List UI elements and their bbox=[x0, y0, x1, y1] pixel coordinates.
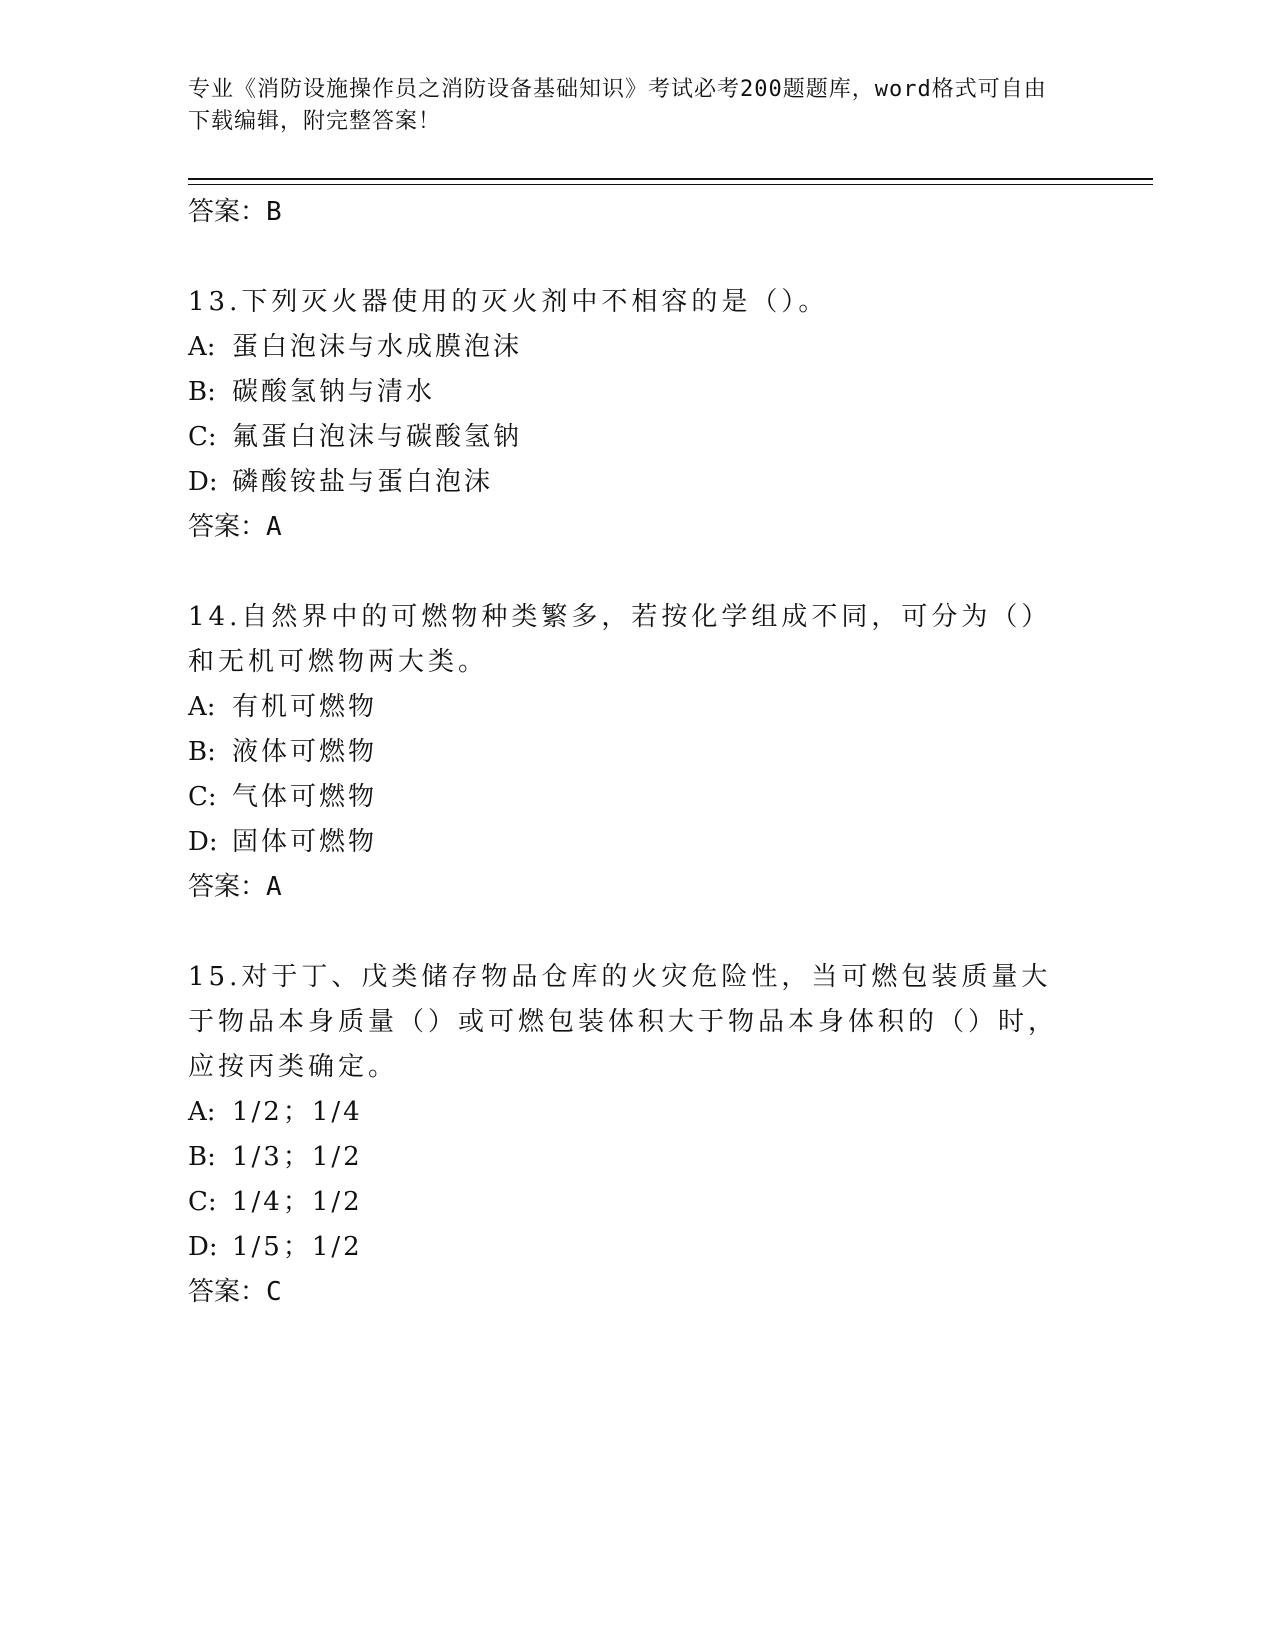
option-text: 1/3；1/2 bbox=[232, 1142, 363, 1172]
option-d bbox=[188, 820, 1068, 865]
question-text: 15.对于丁、戊类储存物品仓库的火灾危险性，当可燃包装质量大于物品本身质量（）或可燃包装体积大于物品本身体积的（）时，应按丙类确定。 bbox=[188, 962, 1059, 1082]
option-text: 1/2；1/4 bbox=[232, 1097, 363, 1127]
answer-line: 答案：B bbox=[188, 197, 282, 227]
option-label: A: bbox=[188, 332, 216, 362]
option-a bbox=[188, 325, 1068, 370]
option-c bbox=[188, 415, 1068, 460]
header-divider-thin bbox=[188, 184, 1153, 185]
question-13 bbox=[188, 280, 1068, 549]
question-list bbox=[188, 190, 1068, 1314]
answer-line: 答案：C bbox=[188, 1277, 282, 1307]
option-label: B: bbox=[188, 377, 216, 407]
option-text: 蛋白泡沫与水成膜泡沫 bbox=[232, 332, 523, 362]
option-c bbox=[188, 775, 1068, 820]
option-label: C: bbox=[188, 422, 217, 452]
option-d bbox=[188, 1225, 1068, 1270]
option-text: 磷酸铵盐与蛋白泡沫 bbox=[232, 467, 494, 497]
option-text: 氟蛋白泡沫与碳酸氢钠 bbox=[232, 422, 523, 452]
question-15 bbox=[188, 955, 1068, 1314]
answer-line: 答案：A bbox=[188, 512, 282, 542]
option-label: B: bbox=[188, 1142, 216, 1172]
option-b bbox=[188, 370, 1068, 415]
question-14 bbox=[188, 595, 1068, 909]
option-label: D: bbox=[188, 467, 218, 497]
option-label: B: bbox=[188, 737, 216, 767]
option-label: C: bbox=[188, 1187, 217, 1217]
document-title: 专业《消防设施操作员之消防设备基础知识》考试必考200题题库，word格式可自由下载编辑，附完整答案！ bbox=[188, 77, 1047, 134]
option-b bbox=[188, 730, 1068, 775]
option-label: C: bbox=[188, 782, 217, 812]
option-c bbox=[188, 1180, 1068, 1225]
option-text: 1/5；1/2 bbox=[232, 1232, 363, 1262]
option-label: D: bbox=[188, 827, 218, 857]
option-text: 气体可燃物 bbox=[232, 782, 378, 812]
option-text: 碳酸氢钠与清水 bbox=[232, 377, 436, 407]
option-a bbox=[188, 1090, 1068, 1135]
answer-line: 答案：A bbox=[188, 872, 282, 902]
option-label: A: bbox=[188, 692, 216, 722]
option-label: D: bbox=[188, 1232, 218, 1262]
option-a bbox=[188, 685, 1068, 730]
page-header bbox=[188, 74, 1068, 138]
option-text: 固体可燃物 bbox=[232, 827, 378, 857]
option-d bbox=[188, 460, 1068, 505]
option-text: 1/4；1/2 bbox=[232, 1187, 363, 1217]
question-text: 14.自然界中的可燃物种类繁多，若按化学组成不同，可分为（）和无机可燃物两大类。 bbox=[188, 602, 1052, 677]
option-label: A: bbox=[188, 1097, 216, 1127]
option-text: 液体可燃物 bbox=[232, 737, 378, 767]
option-text: 有机可燃物 bbox=[232, 692, 378, 722]
option-b bbox=[188, 1135, 1068, 1180]
question-text: 13.下列灭火器使用的灭火剂中不相容的是（）。 bbox=[188, 287, 829, 317]
header-divider-thick bbox=[188, 178, 1153, 180]
